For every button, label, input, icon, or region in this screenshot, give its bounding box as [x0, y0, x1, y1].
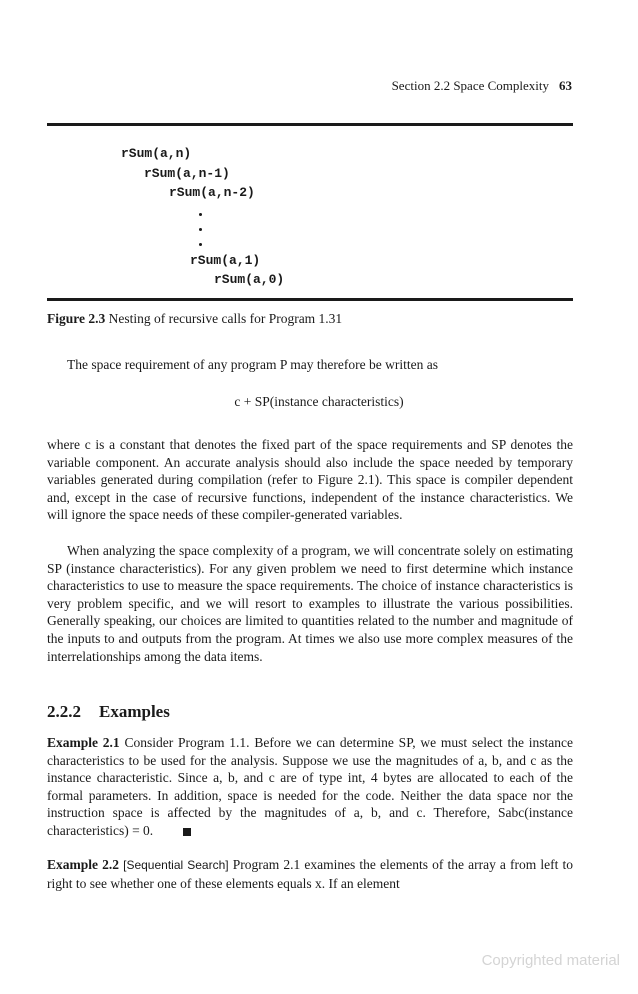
- code-line-2: rSum(a,n-1): [144, 166, 230, 181]
- caption-text: Nesting of recursive calls for Program 1.31: [108, 311, 343, 326]
- example-2-1: [47, 734, 573, 840]
- section-title: Section 2.2 Space Complexity: [391, 78, 549, 93]
- intro-paragraph: The space requirement of any program P may therefore be written as: [67, 357, 438, 372]
- code-line-1: rSum(a,n): [121, 146, 192, 161]
- figure-top-rule: [47, 123, 573, 126]
- end-of-example-icon: [183, 828, 191, 836]
- section-heading-title: Examples: [99, 702, 170, 721]
- example-2-2: [47, 856, 573, 892]
- ellipsis-dot: [199, 228, 202, 231]
- paragraph-2: When analyzing the space complexity of a program, we will concentrate solely on estimating SP (instance characteristics). For any given problem we need to first determine which instance characteristics to use to measure the space requirements. The choice of instance characteristics is very problem specific, and we will resort to examples to illustrate the various possibilities. Generally speaking, our choices are limited to quantities related to the number and magnitude of the inputs to and outputs from the program. At times we also use more complex measures of the interrelationships among the data items.: [47, 543, 573, 664]
- section-heading: [47, 702, 170, 722]
- example-text: Program 2.1 examines the elements of the array a from left to right to see whether one of these elements equals x. If an element: [47, 857, 574, 891]
- page-number: 63: [559, 78, 572, 93]
- section-number: 2.2.2: [47, 702, 81, 721]
- figure-caption: [47, 311, 342, 327]
- ellipsis-dot: [199, 243, 202, 246]
- example-label: Example 2.1: [47, 735, 120, 750]
- code-line-3: rSum(a,n-2): [169, 185, 255, 200]
- example-label: Example 2.2: [47, 857, 119, 872]
- example-tag: [Sequential Search]: [123, 858, 229, 872]
- space-equation: c + SP(instance characteristics): [234, 394, 404, 409]
- ellipsis-dot: [199, 213, 202, 216]
- example-text: Consider Program 1.1. Before we can determine SP, we must select the instance characteristics to be used for the analysis. Suppose we use the magnitudes of a, b, and c as the instance characteristic. Since a, b, and c are of type int, 4 bytes are allocated to each of the formal parameters. In addition, space is needed for the code. Neither the data space nor the instruction space is affected by the magnitudes of a, b, and c. Therefore, Sabc(instance characteristics) = 0.: [47, 735, 573, 838]
- copyright-watermark: Copyrighted material: [481, 952, 620, 969]
- figure-bottom-rule: [47, 298, 573, 301]
- code-line-5: rSum(a,0): [214, 272, 285, 287]
- running-head: [392, 78, 572, 94]
- paragraph-1: where c is a constant that denotes the fixed part of the space requirements and SP denotes the variable component. An accurate analysis should also include the space needed by temporary variables generated during compilation (refer to Figure 2.1). This space is compiler dependent and, except in the case of recursive functions, independent of the instance characteristics. We will ignore the space needs of these compiler-generated variables.: [47, 437, 573, 523]
- code-line-4: rSum(a,1): [190, 253, 261, 268]
- caption-label: Figure 2.3: [47, 311, 106, 326]
